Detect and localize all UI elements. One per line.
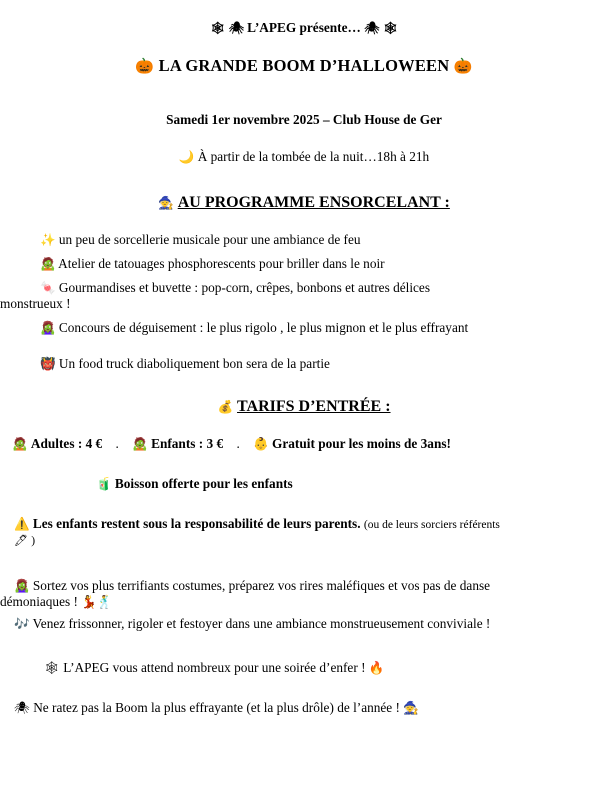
program-item [0, 280, 608, 296]
spacer [0, 36, 608, 56]
free-drink-note [0, 476, 608, 492]
spacer [0, 492, 608, 512]
wizard-icon-2: 🧙 [403, 699, 419, 715]
spacer [0, 312, 608, 320]
program-item-label: Un food truck diaboliquement bon sera de la partie [58, 355, 330, 371]
zombie-woman-icon: 🧟‍♀️ [40, 319, 56, 335]
musical-notes-icon: 🎶 [14, 615, 30, 631]
party-invitation-text: Venez frissonner, rigoler et festoyer dans une ambiance monstrueusement conviviale ! [32, 615, 491, 631]
responsibility-closing-paren: ) [31, 534, 36, 547]
tarifs-separator: . [115, 435, 119, 451]
program-heading [0, 194, 608, 212]
closing-line [0, 660, 608, 676]
final-line [0, 700, 608, 716]
program-item [0, 256, 608, 272]
spider-web-icon: 🕸 [210, 21, 226, 35]
tarifs-heading-label: TARIFS D’ENTRÉE : [237, 397, 391, 415]
fire-icon: 🔥 [368, 659, 385, 675]
event-time-text: À partir de la tombée de la nuit…18h à 21h [197, 149, 430, 164]
spider-web-icon-3: 🕸 [44, 659, 60, 675]
adult-zombie-icon: 🧟 [12, 435, 28, 451]
spider-icon: 🕷 [228, 21, 244, 35]
page-title [0, 56, 608, 76]
spider-icon-3: 🕷 [14, 699, 30, 715]
spacer [0, 186, 608, 194]
spacer [0, 212, 608, 232]
costume-invitation [0, 578, 608, 594]
spacer [0, 652, 608, 660]
pen-icon: 🖊 [14, 533, 28, 547]
program-item-continuation-label: monstrueux ! [0, 295, 71, 311]
money-bag-icon: 💰 [217, 398, 234, 414]
dancers-icon: 💃🕺 [81, 593, 113, 609]
zombie-woman-icon-2: 🧟‍♀️ [14, 577, 30, 593]
pumpkin-icon-left: 🎃 [135, 57, 155, 75]
event-date-venue: Samedi 1er novembre 2025 – Club House de Ger [166, 112, 442, 127]
program-item-label: un peu de sorcellerie musicale pour une ambiance de feu [58, 231, 361, 247]
spacer [0, 548, 608, 568]
crescent-moon-icon: 🌙 [178, 149, 195, 164]
baby-icon: 👶 [253, 435, 269, 451]
pumpkin-icon-right: 🎃 [453, 57, 473, 75]
spacer [0, 76, 608, 96]
program-item [0, 232, 608, 248]
spacer [0, 568, 608, 578]
program-item-continuation [0, 296, 608, 312]
costume-invitation-text: Sortez vos plus terrifiants costumes, préparez vos rires maléfiques et vos pas de danse [32, 577, 491, 593]
tarif-children-label: Enfants : 3 € [151, 435, 224, 451]
spider-web-icon-2: 🕸 [382, 21, 398, 35]
child-zombie-icon: 🧟 [132, 435, 148, 451]
spacer [0, 632, 608, 652]
candy-icon: 🍬 [40, 279, 56, 295]
program-item-label: Gourmandises et buvette : pop-corn, crêpes, bonbons et autres délices [58, 279, 430, 295]
page-title-text: LA GRANDE BOOM D’HALLOWEEN [158, 56, 450, 75]
ogre-icon: 👹 [40, 355, 56, 371]
tarifs-separator-2: . [236, 435, 240, 451]
tarifs-heading [0, 398, 608, 416]
program-item-label: Atelier de tatouages phosphorescents pour briller dans le noir [58, 255, 385, 271]
zombie-icon: 🧟 [40, 255, 56, 271]
closing-line-text: L’APEG vous attend nombreux pour une soirée d’enfer ! [63, 659, 366, 675]
responsibility-note [0, 516, 608, 532]
sparkles-icon: ✨ [40, 231, 56, 247]
program-heading-label: AU PROGRAMME ENSORCELANT : [177, 193, 450, 211]
spider-icon-2: 🕷 [364, 21, 380, 35]
tarif-adults-label: Adultes : 4 € [30, 435, 103, 451]
spacer [0, 96, 608, 112]
spacer [0, 676, 608, 696]
program-item [0, 356, 608, 372]
warning-icon: ⚠️ [14, 515, 30, 531]
event-time [0, 148, 608, 166]
tarifs-row [0, 436, 608, 452]
spacer [0, 272, 608, 280]
top-banner-text: L’APEG présente… [247, 20, 361, 35]
program-item [0, 320, 608, 336]
spacer [0, 372, 608, 392]
spacer [0, 166, 608, 186]
juice-box-icon: 🧃 [96, 475, 112, 491]
wizard-icon: 🧙 [158, 194, 174, 210]
spacer [0, 416, 608, 432]
free-drink-label: Boisson offerte pour les enfants [114, 475, 293, 491]
costume-invitation-continuation-text: démoniaques ! [0, 593, 78, 609]
responsibility-note-continuation [0, 532, 608, 548]
responsibility-small-text: (ou de leurs sorciers référents [363, 518, 500, 531]
spacer [0, 336, 608, 352]
spacer [0, 0, 608, 20]
tarif-free-label: Gratuit pour les moins de 3ans! [272, 435, 451, 451]
party-invitation [0, 616, 608, 632]
costume-invitation-continuation [0, 594, 608, 610]
spacer [0, 128, 608, 148]
final-line-text: Ne ratez pas la Boom la plus effrayante (et la plus drôle) de l’année ! [33, 699, 400, 715]
top-banner [0, 20, 608, 36]
program-item-label: Concours de déguisement : le plus rigolo , le plus mignon et le plus effrayant [58, 319, 469, 335]
spacer [0, 248, 608, 256]
spacer [0, 452, 608, 472]
responsibility-bold-text: Les enfants restent sous la responsabilité de leurs parents. [32, 515, 361, 531]
